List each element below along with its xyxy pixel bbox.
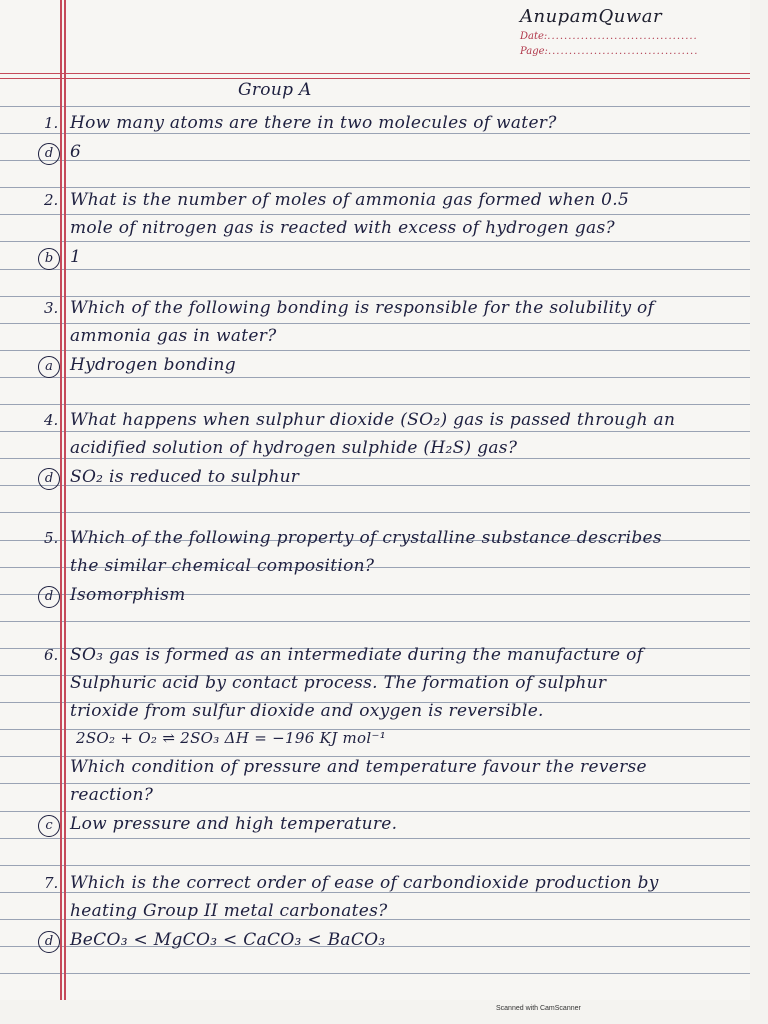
answer-option-circle: d [38, 931, 60, 953]
ruled-line [0, 838, 750, 839]
answer-option-circle: a [38, 356, 60, 378]
ruled-line [0, 106, 750, 107]
question-text-line: the similar chemical composition? [70, 556, 375, 576]
question-text-line: Which of the following property of crystalline substance describes [70, 528, 662, 548]
ruled-line [0, 621, 750, 622]
ruled-line [0, 431, 750, 432]
ruled-line [0, 350, 750, 351]
ruled-line [0, 811, 750, 812]
answer-option-circle: d [38, 586, 60, 608]
ruled-line [0, 404, 750, 405]
question-text-line: How many atoms are there in two molecules of water? [70, 113, 557, 133]
question-number: 3. [44, 299, 59, 317]
ruled-line [0, 78, 750, 79]
question-text-line: heating Group II metal carbonates? [70, 901, 388, 921]
ruled-line [0, 458, 750, 459]
question-text-line: trioxide from sulfur dioxide and oxygen is reversible. [70, 701, 544, 721]
question-number: 4. [44, 411, 59, 429]
question-number: 7. [44, 874, 59, 892]
author-name: AnupamQuwar [520, 6, 663, 27]
ruled-line [0, 269, 750, 270]
margin-line [64, 0, 66, 1000]
answer-text: SO₂ is reduced to sulphur [70, 467, 300, 487]
date-label: Date: [520, 31, 548, 42]
question-text-line: Which is the correct order of ease of carbondioxide production by [70, 873, 659, 893]
question-text-line: Which condition of pressure and temperature favour the reverse [70, 757, 647, 777]
answer-text: 1 [70, 247, 82, 267]
question-text-line: reaction? [70, 785, 154, 805]
question-number: 1. [44, 114, 59, 132]
ruled-line [0, 160, 750, 161]
ruled-line [0, 214, 750, 215]
answer-text: 6 [70, 142, 82, 162]
answer-text: BeCO₃ < MgCO₃ < CaCO₃ < BaCO₃ [70, 930, 386, 950]
group-title: Group A [238, 80, 312, 100]
question-text-line: Which of the following bonding is responsible for the solubility of [70, 298, 655, 318]
question-text-line: acidified solution of hydrogen sulphide (H₂S) gas? [70, 438, 518, 458]
answer-text: Isomorphism [70, 585, 186, 605]
question-text-line: ammonia gas in water? [70, 326, 277, 346]
ruled-line [0, 241, 750, 242]
answer-option-circle: c [38, 815, 60, 837]
answer-option-circle: d [38, 143, 60, 165]
answer-option-circle: b [38, 248, 60, 270]
date-field: Date:.................................... [520, 31, 698, 42]
page-header [520, 6, 740, 57]
question-text-line: What is the number of moles of ammonia gas formed when 0.5 [70, 190, 630, 210]
question-number: 5. [44, 529, 59, 547]
answer-text: Hydrogen bonding [70, 355, 236, 375]
ruled-line [0, 973, 750, 974]
ruled-line [0, 512, 750, 513]
question-number: 2. [44, 191, 59, 209]
question-text-line: SO₃ gas is formed as an intermediate during the manufacture of [70, 645, 644, 665]
answer-text: Low pressure and high temperature. [70, 814, 398, 834]
margin-line [60, 0, 62, 1000]
ruled-line [0, 783, 750, 784]
scanner-watermark: Scanned with CamScanner [496, 1005, 581, 1012]
ruled-line [0, 296, 750, 297]
ruled-line [0, 73, 750, 74]
page-label: Page: [520, 46, 548, 57]
ruled-line [0, 187, 750, 188]
question-text-line: Sulphuric acid by contact process. The formation of sulphur [70, 673, 607, 693]
question-number: 6. [44, 646, 59, 664]
question-text-line: mole of nitrogen gas is reacted with excess of hydrogen gas? [70, 218, 615, 238]
question-text-line: What happens when sulphur dioxide (SO₂) gas is passed through an [70, 410, 676, 430]
answer-option-circle: d [38, 468, 60, 490]
ruled-line [0, 377, 750, 378]
ruled-line [0, 323, 750, 324]
question-text-line: 2SO₂ + O₂ ⇌ 2SO₃ ΔH = −196 KJ mol⁻¹ [76, 729, 387, 747]
ruled-line [0, 133, 750, 134]
page-field: Page:.................................... [520, 46, 699, 57]
ruled-line [0, 865, 750, 866]
